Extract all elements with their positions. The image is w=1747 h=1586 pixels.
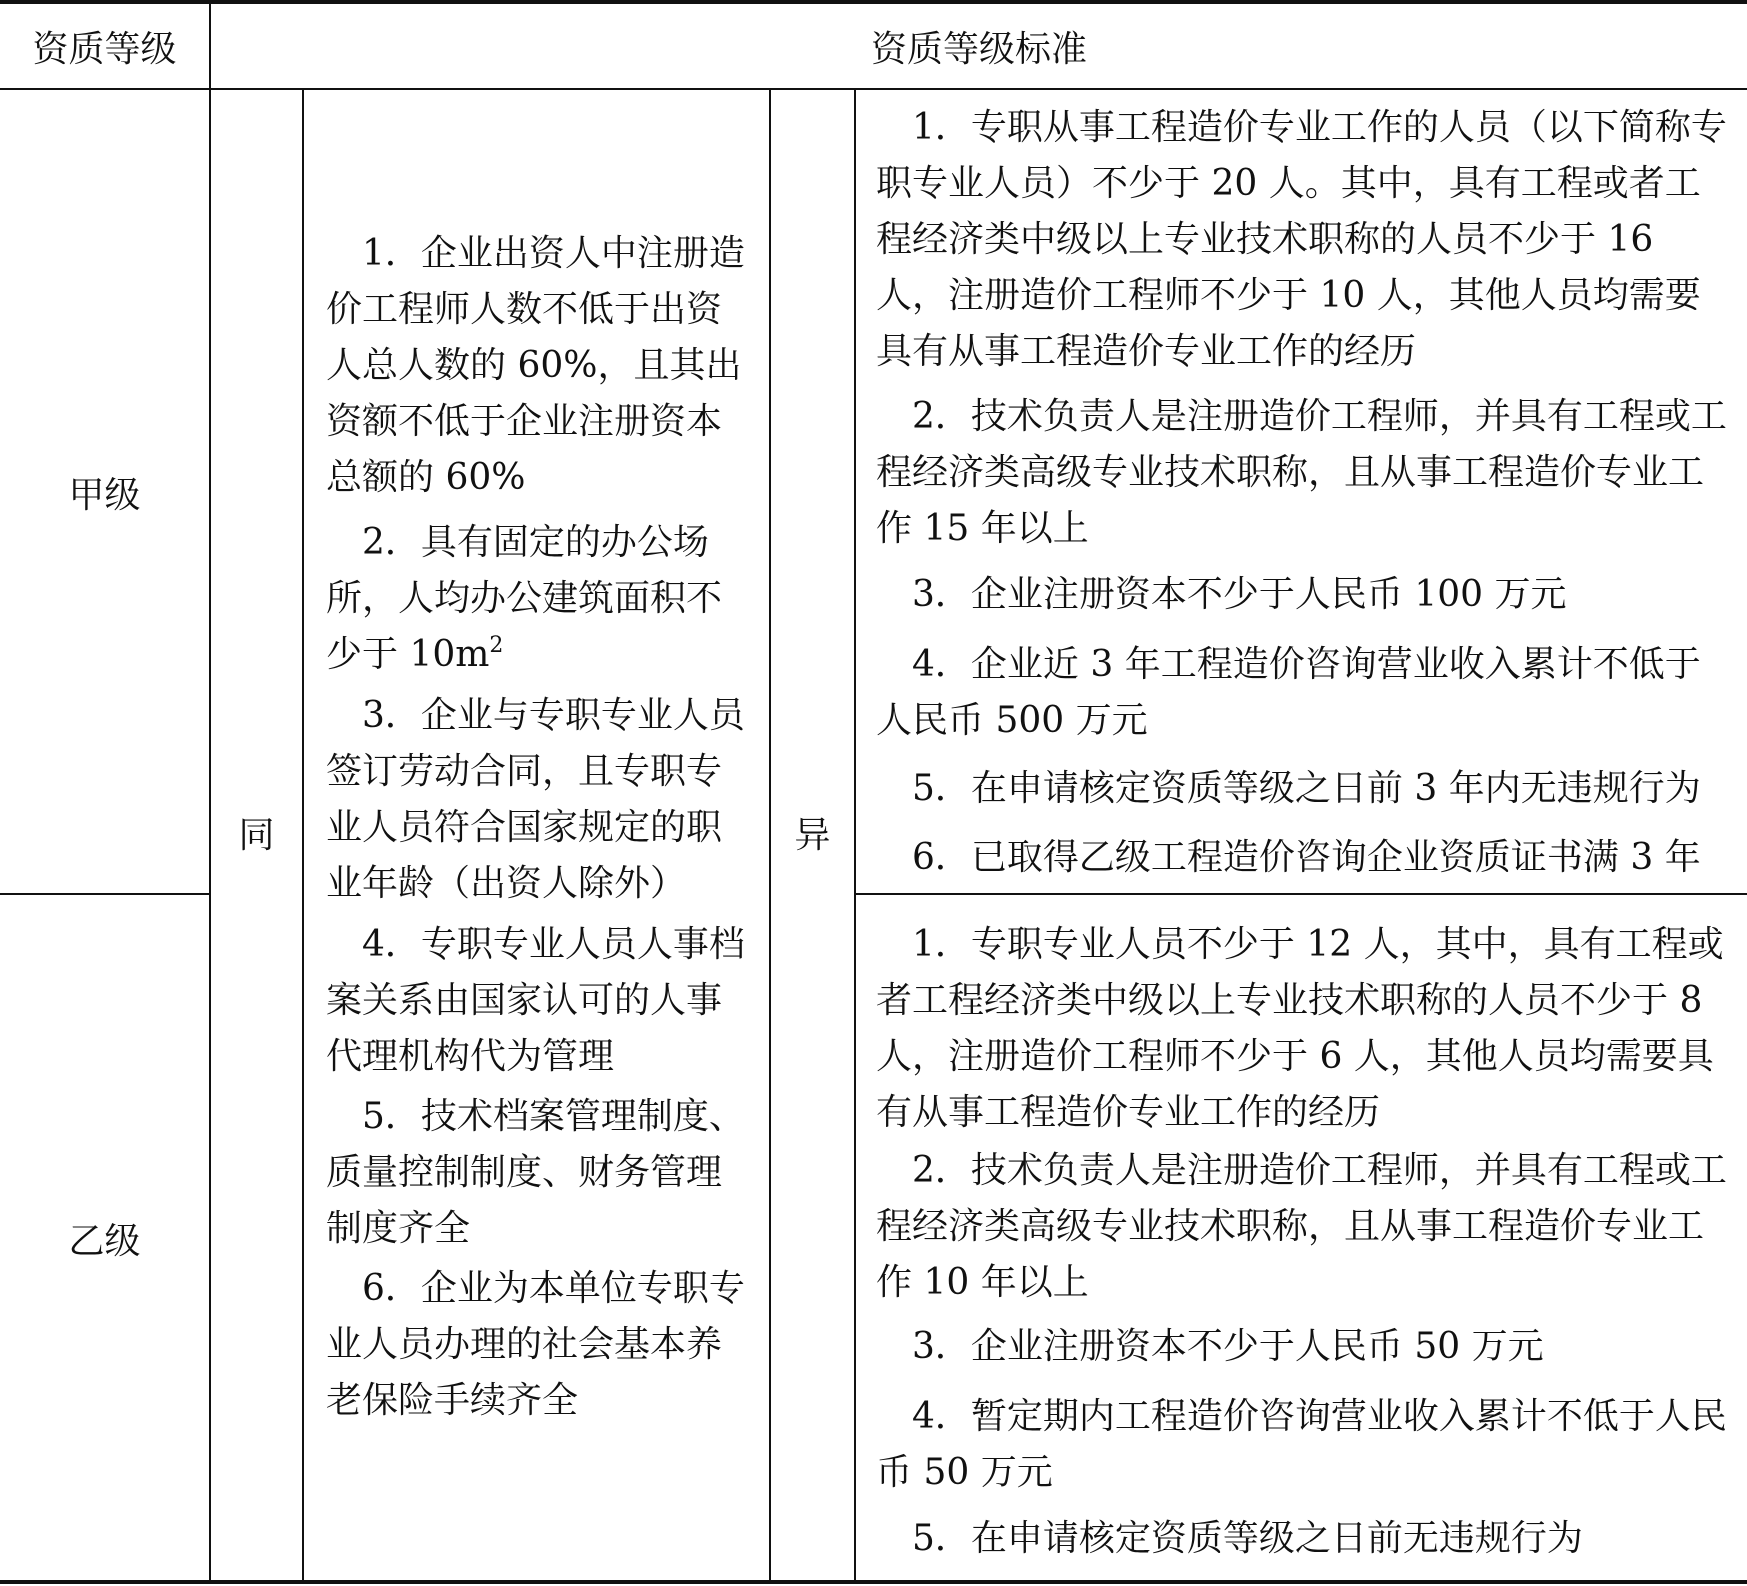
grade-b-item-1: 1．专职专业人员不少于 12 人，其中，具有工程或者工程经济类中级以上专业技术职称的人员不少于 8 人，注册造价工程师不少于 6 人，其他人员均需要具有从事工程造价专业工作的经历 [876,924,1724,1133]
column-divider-same [302,89,304,1582]
common-item-2 [326,515,750,683]
grade-b-item-4: 4．暂定期内工程造价咨询营业收入累计不低于人民币 50 万元 [876,1396,1727,1493]
grade-b-label: 乙级 [68,1221,141,1262]
grade-a-item-4: 4．企业近 3 年工程造价咨询营业收入累计不低于人民币 500 万元 [876,644,1701,741]
header-qualification-level: 资质等级 [32,29,177,70]
grade-a-item-6: 6．已取得乙级工程造价咨询企业资质证书满 3 年 [912,837,1701,878]
header-qualification-standard: 资质等级标准 [870,29,1087,70]
header-divider [0,88,1747,90]
table-top-rule [0,0,1747,4]
grade-b-item-2: 2．技术负责人是注册造价工程师，并具有工程或工程经济类高级专业技术职称，且从事工程造价专业工作 10 年以上 [876,1150,1727,1303]
column-divider-diff [854,89,856,1582]
diff-label: 异 [794,815,831,856]
superscript-two: 2 [489,633,504,658]
common-item-1: 1．企业出资人中注册造价工程师人数不低于出资人总人数的 60%，且其出资额不低于企业注册资本总额的 60% [326,233,745,498]
grade-a-item-2: 2．技术负责人是注册造价工程师，并具有工程或工程经济类高级专业技术职称，且从事工程造价专业工作 15 年以上 [876,396,1727,549]
common-item-4: 4．专职专业人员人事档案关系由国家认可的人事代理机构代为管理 [326,924,745,1077]
grade-a-item-5: 5．在申请核定资质等级之日前 3 年内无违规行为 [912,768,1701,809]
grade-divider-left [0,893,210,895]
common-item-2-text: 2．具有固定的办公场所，人均办公建筑面积不少于 10m [326,522,723,675]
common-item-5: 5．技术档案管理制度、质量控制制度、财务管理制度齐全 [326,1096,745,1249]
grade-b-item-5: 5．在申请核定资质等级之日前无违规行为 [912,1518,1583,1559]
grade-a-item-1: 1．专职从事工程造价专业工作的人员（以下简称专职专业人员）不少于 20 人。其中，具有工程或者工程经济类中级以上专业技术职称的人员不少于 16 人，注册造价工程师不少于 10 人，其他人员均需要具有从事工程造价专业工作的经历 [876,107,1727,372]
common-item-3: 3．企业与专职专业人员签订劳动合同，且专职专业人员符合国家规定的职业年龄（出资人除外） [326,695,745,904]
table-bottom-rule [0,1580,1747,1584]
grade-a-item-3: 3．企业注册资本不少于人民币 100 万元 [912,574,1567,615]
grade-a-label: 甲级 [68,475,141,516]
column-divider-level [209,0,211,1582]
common-item-6: 6．企业为本单位专职专业人员办理的社会基本养老保险手续齐全 [326,1268,745,1421]
same-label: 同 [238,815,275,856]
grade-b-item-3: 3．企业注册资本不少于人民币 50 万元 [912,1326,1544,1367]
grade-divider-right [854,893,1747,895]
